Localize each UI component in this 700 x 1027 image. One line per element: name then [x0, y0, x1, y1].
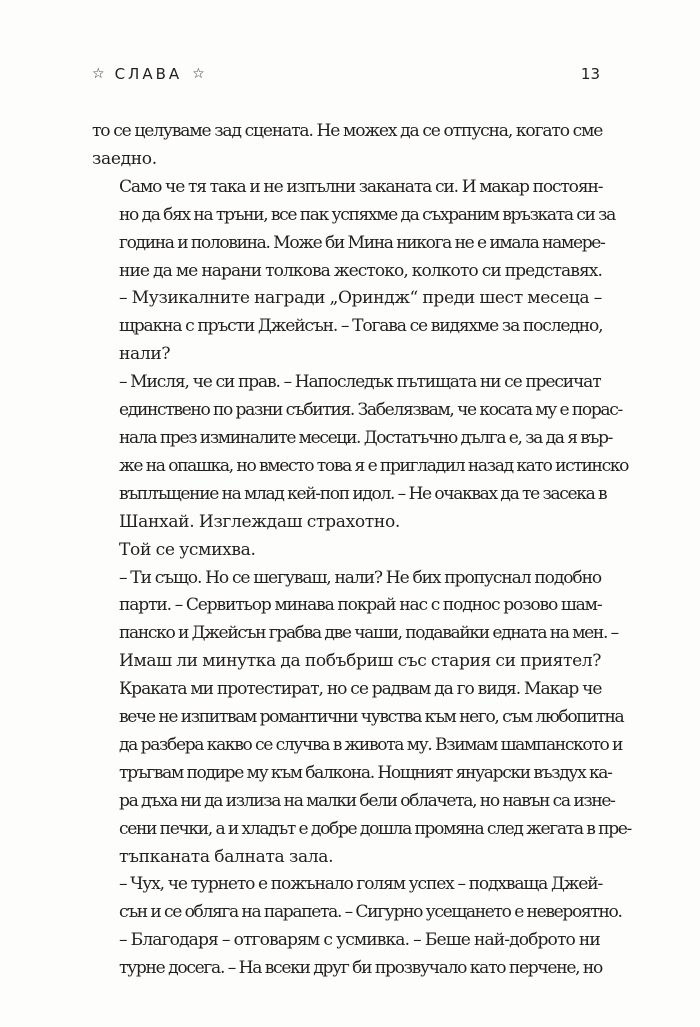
text-line: заедно.: [92, 148, 157, 169]
text-line: ние да ме нарани толкова жестоко, колкото си представях.: [119, 260, 602, 281]
text-line: ра дъха ни да излиза на малки бели облачета, но навън са изне-: [119, 790, 615, 811]
text-line: единствено по разни събития. Забелязвам, че косата му е порас-: [119, 400, 622, 421]
text-line: нали?: [119, 344, 171, 365]
paragraph: [92, 927, 602, 983]
text-line: нала през изминалите месеци. Достатъчно дълга е, за да я вър-: [119, 427, 613, 448]
text-line: щракна с пръсти Джейсън. – Тогава се видяхме за последно,: [119, 316, 603, 337]
text-line: сън и се обляга на парапета. – Сигурно усещането е невероятно.: [119, 902, 622, 923]
text-line: вече не изпитвам романтични чувства към него, съм любопитна: [119, 707, 624, 728]
text-line: тръгвам подире му към балкона. Нощният януарски въздух ка-: [119, 762, 612, 783]
page-number: 13: [580, 65, 600, 83]
text-line: Той се усмихва.: [119, 539, 256, 560]
paragraph: [92, 118, 602, 174]
paragraph: [92, 369, 629, 536]
text-line: то се целуваме зад сцената. Не можех да се отпусна, когато сме: [92, 121, 603, 141]
text-line: тъпканата балната зала.: [119, 846, 334, 867]
text-line: – Благодаря – отговарям с усмивка. – Беше най-доброто ни: [119, 930, 600, 951]
paragraph: [92, 174, 615, 286]
running-title-group: [92, 64, 205, 84]
star-outline-icon: ☆: [92, 66, 105, 82]
text-line: Само че тя така и не изпълни заканата си. И макар постоян-: [119, 176, 603, 197]
body-text: [92, 118, 631, 983]
text-line: – Ти също. Но се шегуваш, нали? Не бих пропуснал подобно: [119, 567, 602, 588]
running-header: [92, 64, 600, 88]
text-line: панско и Джейсън грабва две чаши, подавайки едната на мен. –: [119, 623, 618, 644]
text-line: Краката ми протестират, но се радвам да го видя. Макар че: [119, 679, 602, 700]
star-outline-icon: ☆: [192, 66, 205, 82]
paragraph: [92, 285, 602, 369]
text-line: година и половина. Може би Мина никога не е имала намере-: [119, 232, 605, 253]
paragraph: [92, 565, 618, 677]
text-line: – Музикалните награди „Ориндж“ преди шест месеца –: [119, 288, 602, 309]
text-line: въплъщение на млад кей-поп идол. – Не очаквах да те засека в: [119, 483, 607, 504]
text-line: – Чух, че турнето е пожънало голям успех – подхваща Джей-: [119, 874, 603, 895]
text-line: турне досега. – На всеки друг би прозвучало като перчене, но: [119, 958, 602, 979]
text-line: парти. – Сервитьор минава покрай нас с поднос розово шам-: [119, 595, 602, 616]
running-title: СЛАВА: [114, 65, 183, 83]
text-line: да разбера какво се случва в живота му. Взимам шампанското и: [119, 734, 623, 755]
text-line: же на опашка, но вместо това я е пригладил назад като истинско: [119, 455, 629, 476]
paragraph: [92, 871, 622, 927]
text-line: сени печки, а и хладът е добре дошла промяна след жегата в пре-: [119, 818, 631, 839]
paragraph: [92, 676, 631, 871]
paragraph: [92, 537, 602, 565]
text-line: Шанхай. Изглеждаш страхотно.: [119, 511, 400, 532]
text-line: – Мисля, че си прав. – Напоследък пътищата ни се пресичат: [119, 372, 601, 393]
text-line: Имаш ли минутка да побъбриш със стария си приятел?: [119, 651, 602, 672]
text-line: но да бях на тръни, все пак успяхме да съхраним връзката си за: [119, 204, 615, 225]
